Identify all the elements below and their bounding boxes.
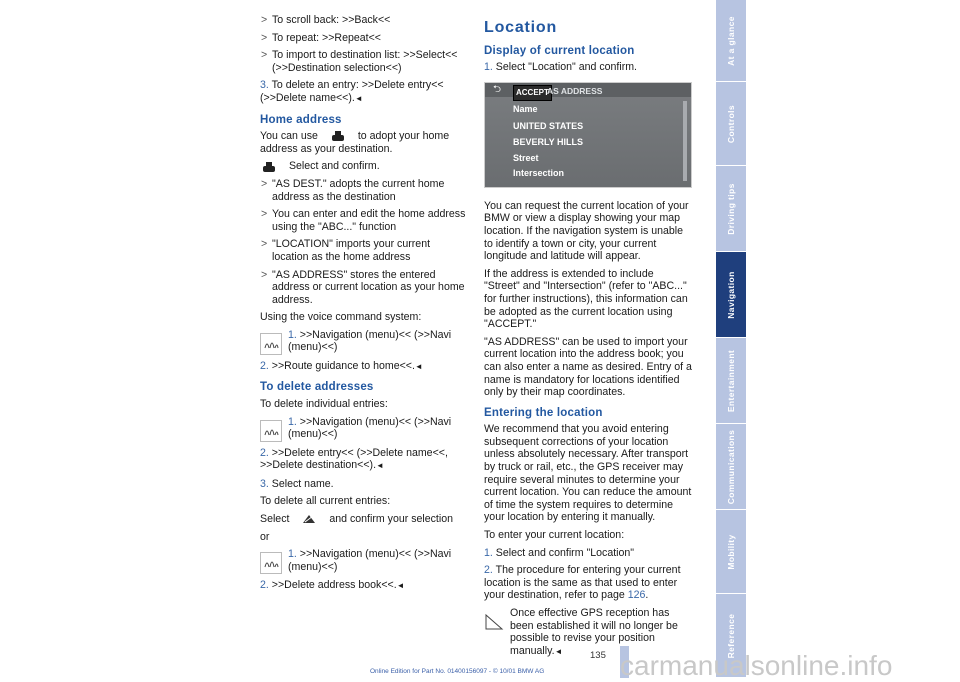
tab-mobility[interactable]: Mobility bbox=[716, 510, 746, 594]
screen-accept-label: ACCEPT bbox=[513, 85, 552, 102]
footer-edition: Online Edition for Part No. 01400156097 - © 10/01 BMW AG bbox=[370, 668, 545, 675]
entering-location-heading: Entering the location bbox=[484, 406, 603, 419]
home-para-1: You can use to adopt your home address as your destination. bbox=[260, 130, 450, 155]
tab-navigation[interactable]: Navigation bbox=[716, 252, 746, 338]
bullet-scroll-back: > To scroll back: >>Back<< bbox=[261, 14, 391, 26]
tab-at-a-glance[interactable]: At a glance bbox=[716, 0, 746, 82]
delete-step-1: 1. >>Navigation (menu)<< (>>Navi (menu)<<) bbox=[260, 416, 466, 442]
bullet-location: > "LOCATION" imports your current location as the home address bbox=[261, 238, 431, 263]
location-para-3: "AS ADDRESS" can be used to import your current location into the address book; you can also enter a name as desired. Entry of a name is mandatory for locations identified only by their map coordinates. bbox=[484, 335, 692, 399]
home-address-heading: Home address bbox=[260, 113, 342, 126]
delete-all-intro: To delete all current entries: bbox=[260, 495, 391, 508]
screen-scrollbar bbox=[683, 101, 687, 181]
delete-intro: To delete individual entries: bbox=[260, 398, 388, 411]
bullet-as-dest: > "AS DEST." adopts the current home address as the destination bbox=[261, 177, 445, 203]
navigation-screen-image bbox=[484, 82, 692, 188]
delete-addresses-heading: To delete addresses bbox=[260, 381, 374, 394]
location-para-1: You can request the current location of your BMW or view a display showing your map location. If the navigation system is unable to identify a town or city, your current longitude and latitude will appear. bbox=[484, 199, 689, 263]
note-triangle-icon bbox=[484, 611, 504, 631]
delete-symbol-icon bbox=[300, 513, 318, 525]
controller-icon bbox=[329, 130, 347, 142]
chapter-sidebar bbox=[716, 0, 746, 678]
display-step-1: 1. Select "Location" and confirm. bbox=[484, 61, 637, 74]
gps-note: Once effective GPS reception has been established it will no longer be possible to revise your position manually.◄ bbox=[484, 607, 692, 658]
entering-para-1: We recommend that you avoid entering subsequent corrections of your location unless absolutely necessary. After transport by truck or rail, etc., the GPS receiver may require several minutes to determine your current location. You can reduce the amount of time the system requires to determine your location by entering it manually. bbox=[484, 423, 692, 524]
screen-item: UNITED STATES bbox=[513, 120, 584, 131]
bullet-abc: > You can enter and edit the home address using the "ABC..." function bbox=[261, 208, 466, 233]
voice-command-icon bbox=[260, 552, 282, 574]
or-text: or bbox=[260, 530, 270, 543]
bullet-as-address: > "AS ADDRESS" stores the entered address or current location as your home address. bbox=[261, 268, 465, 306]
back-arrow-icon: ⮌ bbox=[493, 83, 502, 95]
watermark: carmanualsonline.info bbox=[620, 650, 893, 681]
tab-driving-tips[interactable]: Driving tips bbox=[716, 166, 746, 252]
tab-controls[interactable]: Controls bbox=[716, 82, 746, 166]
step-delete-entry: 3. To delete an entry: >>Delete entry<< (>>Delete name<<).◄ bbox=[260, 79, 444, 104]
screen-item: Name bbox=[513, 103, 538, 114]
entering-step-2: 2. The procedure for entering your current location is the same as that used to enter your destination, refer to page 126. bbox=[484, 564, 681, 602]
delete-all-step-1: 1. >>Navigation (menu)<< (>>Navi (menu)<<) bbox=[260, 548, 466, 574]
home-para-2: Select and confirm. bbox=[260, 160, 466, 173]
delete-step-2: 2. >>Delete entry<< (>>Delete name<<, >>Delete destination<<).◄ bbox=[260, 446, 448, 472]
tab-communications[interactable]: Communications bbox=[716, 424, 746, 510]
tab-reference[interactable]: Reference bbox=[716, 594, 746, 678]
voice-step-2: 2. >>Route guidance to home<<.◄ bbox=[260, 359, 423, 372]
screen-item: Street bbox=[513, 152, 539, 163]
entering-step-1: 1. Select and confirm "Location" bbox=[484, 546, 635, 559]
voice-step-1: 1. >>Navigation (menu)<< (>>Navi (menu)<<) bbox=[260, 329, 466, 355]
screen-item: Intersection bbox=[513, 167, 565, 178]
voice-command-icon bbox=[260, 420, 282, 442]
delete-all-select: Select and confirm your selection bbox=[260, 513, 454, 526]
controller-icon bbox=[260, 161, 278, 173]
bullet-import: > To import to destination list: >>Select<< (>>Destination selection<<) bbox=[261, 49, 458, 74]
tab-entertainment[interactable]: Entertainment bbox=[716, 338, 746, 424]
right-column bbox=[484, 18, 692, 663]
voice-intro: Using the voice command system: bbox=[260, 311, 422, 324]
delete-step-3: 3. Select name. bbox=[260, 477, 334, 490]
display-location-heading: Display of current location bbox=[484, 44, 635, 57]
voice-command-icon bbox=[260, 333, 282, 355]
page-ref-link[interactable]: 126 bbox=[627, 589, 646, 602]
bullet-repeat: > To repeat: >>Repeat<< bbox=[261, 31, 381, 44]
delete-all-step-2: 2. >>Delete address book<<.◄ bbox=[260, 579, 405, 592]
left-column bbox=[260, 14, 466, 598]
location-para-2: If the address is extended to include "Street" and "Intersection" (refer to "ABC..." for further instructions), this information can be adopted as the current location using "ACCEPT." bbox=[484, 267, 688, 331]
screen-header: AS ADDRESS bbox=[547, 85, 603, 96]
page-number: 135 bbox=[590, 650, 606, 661]
entering-para-2: To enter your current location: bbox=[484, 529, 625, 542]
page-title: Location bbox=[484, 19, 558, 36]
screen-item: BEVERLY HILLS bbox=[513, 136, 584, 147]
